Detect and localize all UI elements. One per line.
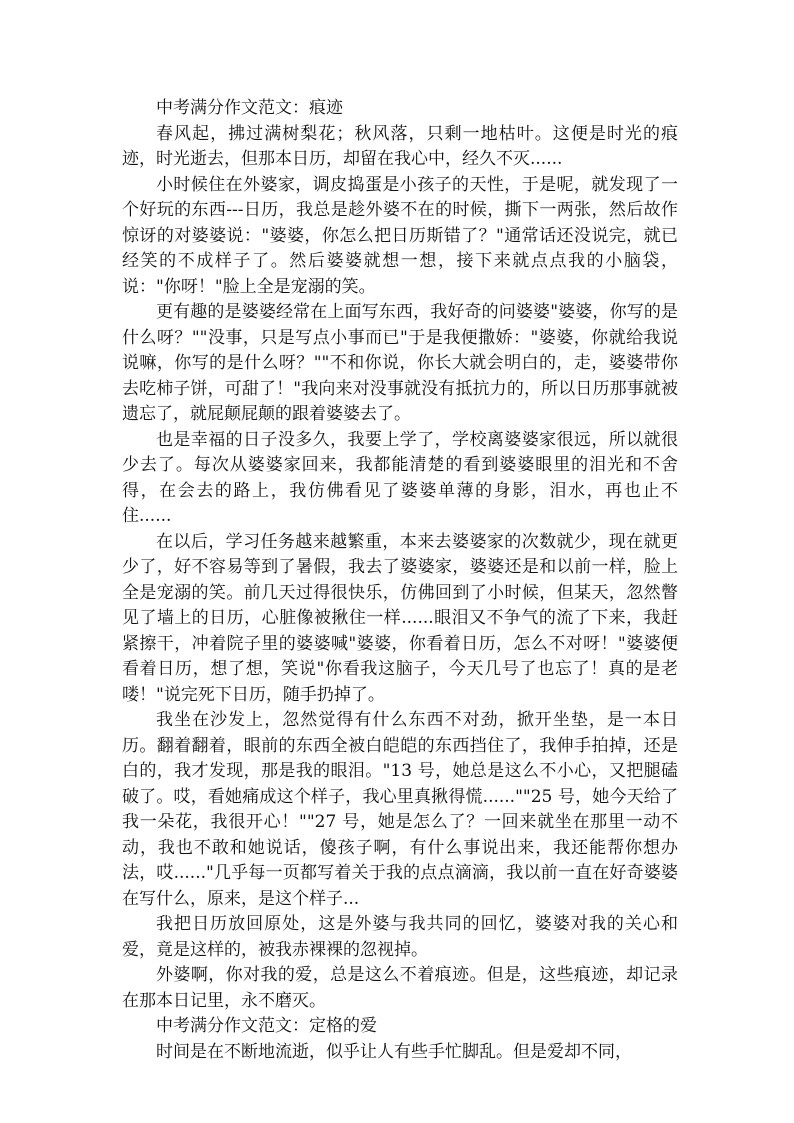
paragraph-3: 更有趣的是婆婆经常在上面写东西，我好奇的问婆婆"婆婆，你写的是什么呀？""没事，只是写点小事而已"于是我便撒娇："婆婆，你就给我说说嘛，你写的是什么呀？""不和你说，你长大就会明白的，走，婆婆带你去吃柿子饼，可甜了！"我向来对没事就没有抵抗力的，所以日历那事就被遗忘了，就屁颠屁颠的跟着婆婆去了。: [122, 302, 678, 424]
paragraph-1: 春风起，拂过满树梨花；秋风落，只剩一地枯叶。这便是时光的痕迹，时光逝去，但那本日历，却留在我心中，经久不灭......: [122, 123, 678, 169]
paragraph-5: 在以后，学习任务越来越繁重，本来去婆婆家的次数就少，现在就更少了，好不容易等到了暑假，我去了婆婆家，婆婆还是和以前一样，脸上全是宠溺的笑。前几天过得很快乐，仿佛回到了小时候，但某天，忽然瞥见了墙上的日历，心脏像被揪住一样......眼泪又不争气的流了下来，我赶紧擦干，冲着院子里的婆婆喊"婆婆，你看着日历，怎么不对呀！"婆婆便看着日历，想了想，笑说"你看我这脑子，今天几号了也忘了！真的是老喽！"说完死下日历，随手扔掉了。: [122, 531, 678, 705]
essay-text: [122, 96, 678, 1065]
essay-title-1: 中考满分作文范文：痕迹: [156, 98, 343, 118]
essay-title-2: 中考满分作文范文：定格的爱: [156, 1016, 377, 1036]
paragraph-6: 我坐在沙发上，忽然觉得有什么东西不对劲，掀开坐垫，是一本日历。翻着翻着，眼前的东西全被白皑皑的东西挡住了，我伸手拍掉，还是白的，我才发现，那是我的眼泪。"13 号，她总是这么不小心，又把腿磕破了。哎，看她痛成这个样子，我心里真揪得慌......""25 号，她今天给了我一朵花，我很开心！""27 号，她是怎么了？一回来就坐在那里一动不动，我也不敢和她说话，傻孩子啊，有什么事说出来，我还能帮你想办法，哎......"几乎每一页都写着关于我的点点滴滴，我以前一直在好奇婆婆在写什么，原来，是这个样子...: [122, 710, 678, 909]
paragraph-8: 外婆啊，你对我的爱，总是这么不着痕迹。但是，这些痕迹，却记录在那本日记里，永不磨灭。: [122, 965, 678, 1011]
paragraph-4: 也是幸福的日子没多久，我要上学了，学校离婆婆家很远，所以就很少去了。每次从婆婆家回来，我都能清楚的看到婆婆眼里的泪光和不舍得，在会去的路上，我仿佛看见了婆婆单薄的身影，泪水，再也止不住......: [122, 429, 678, 526]
paragraph-9: 时间是在不断地流逝，似乎让人有些手忙脚乱。但是爱却不同，: [156, 1041, 632, 1062]
paragraph-7: 我把日历放回原处，这是外婆与我共同的回忆，婆婆对我的关心和爱，竟是这样的，被我赤裸裸的忽视掉。: [122, 914, 678, 960]
paragraph-2: 小时候住在外婆家，调皮捣蛋是小孩子的天性，于是呢，就发现了一个好玩的东西---日历，我总是趁外婆不在的时候，撕下一两张，然后故作惊讶的对婆婆说："婆婆，你怎么把日历斯错了？"通常话还没说完，就已经笑的不成样子了。然后婆婆就想一想，接下来就点点我的小脑袋，说："你呀！"脸上全是宠溺的笑。: [122, 174, 678, 297]
